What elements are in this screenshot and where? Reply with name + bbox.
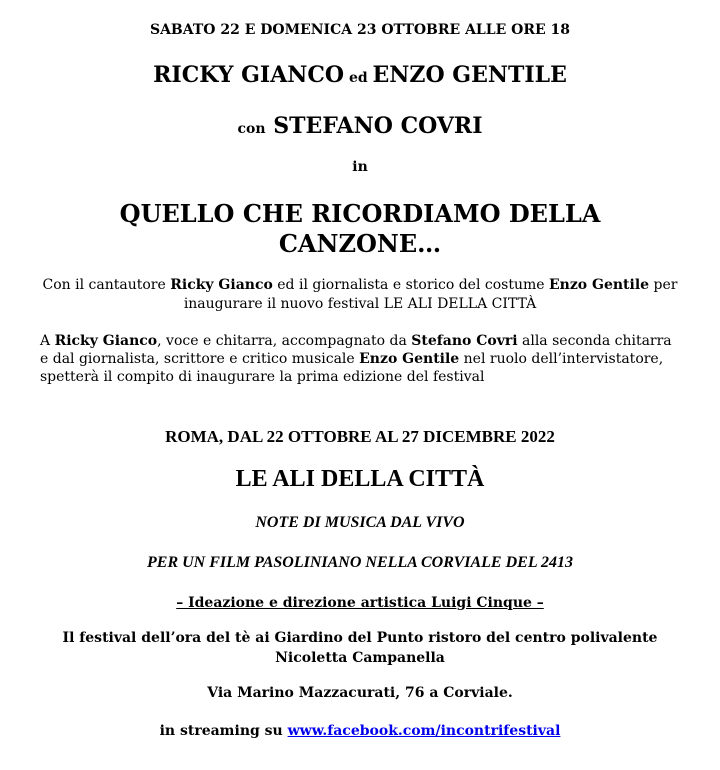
headline-guest xyxy=(0,113,720,139)
name-ricky-gianco: Ricky Gianco xyxy=(54,333,158,349)
festival-subtitle: NOTE DI MUSICA DAL VIVO xyxy=(255,514,465,531)
streaming-prefix: in streaming su xyxy=(159,723,288,739)
venue-line-1: Il festival dell’ora del tè ai Giardino del Punto ristoro del centro polivalente xyxy=(62,630,658,646)
conjunction-in: in xyxy=(352,159,368,175)
streaming-line xyxy=(0,723,720,739)
headline-artists xyxy=(0,62,720,88)
name-enzo-gentile: Enzo Gentile xyxy=(359,351,460,367)
intro-paragraph-line-2: inaugurare il nuovo festival LE ALI DELLA CITTÀ xyxy=(183,296,537,312)
guest-stefano-covri: STEFANO COVRI xyxy=(273,113,483,139)
name-stefano-covri: Stefano Covri xyxy=(411,333,518,349)
venue-address: Via Marino Mazzacurati, 76 a Corviale. xyxy=(207,685,513,701)
show-title-line-1: QUELLO CHE RICORDIAMO DELLA xyxy=(119,199,601,228)
festival-dates: ROMA, DAL 22 OTTOBRE AL 27 DICEMBRE 2022 xyxy=(165,427,555,446)
venue-line-2: Nicoletta Campanella xyxy=(275,650,445,666)
festival-name: LE ALI DELLA CITTÀ xyxy=(235,466,485,492)
artistic-direction: – Ideazione e direzione artistica Luigi Cinque – xyxy=(176,595,544,611)
event-date: SABATO 22 E DOMENICA 23 OTTOBRE ALLE ORE 18 xyxy=(149,22,571,38)
intro-paragraph-line-1: Con il cantautore Ricky Gianco ed il giornalista e storico del costume Enzo Gentile per xyxy=(42,277,678,293)
festival-film-tagline: PER UN FILM PASOLINIANO NELLA CORVIALE DEL 2413 xyxy=(147,554,573,571)
artist-ricky-gianco: RICKY GIANCO xyxy=(153,62,345,88)
conjunction-con: con xyxy=(237,121,266,137)
show-title-line-2: CANZONE… xyxy=(278,229,442,258)
description-paragraph-line-3: spetterà il compito di inaugurare la prima edizione del festival xyxy=(40,369,485,385)
description-paragraph-line-1: A Ricky Gianco, voce e chitarra, accompagnato da Stefano Covri alla seconda chitarra xyxy=(40,333,672,349)
name-ricky-gianco: Ricky Gianco xyxy=(170,277,273,293)
artist-enzo-gentile: ENZO GENTILE xyxy=(372,62,567,88)
name-enzo-gentile: Enzo Gentile xyxy=(549,277,650,293)
description-paragraph-line-2: e dal giornalista, scrittore e critico musicale Enzo Gentile nel ruolo dell’intervistatore, xyxy=(40,351,664,367)
facebook-link[interactable]: www.facebook.com/incontrifestival xyxy=(287,723,561,739)
conjunction-ed: ed xyxy=(348,70,368,86)
